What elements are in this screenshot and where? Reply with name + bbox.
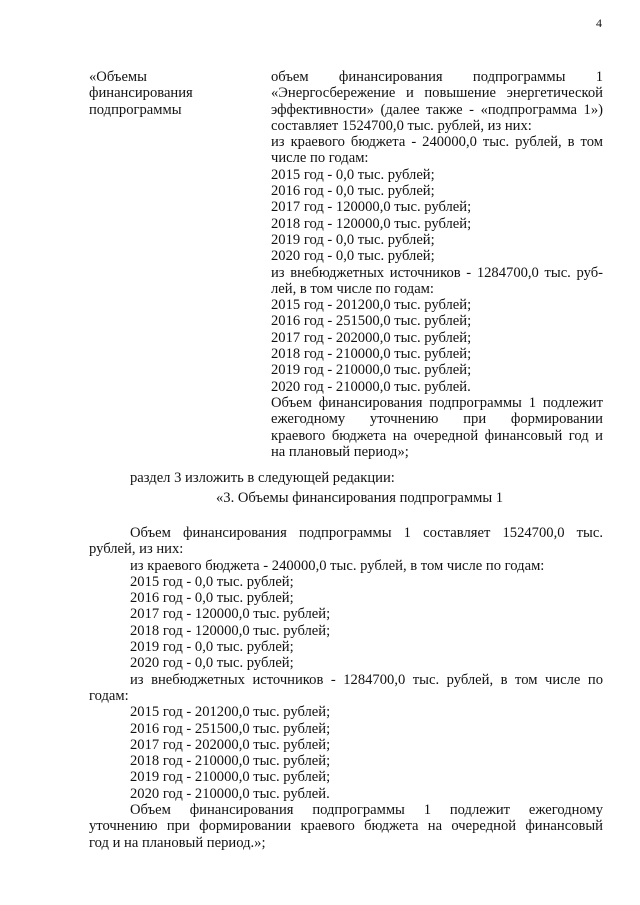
regional-year-item: 2019 год - 0,0 тыс. рублей; bbox=[130, 639, 294, 656]
passport-value-line: 2015 год - 201200,0 тыс. рублей; bbox=[271, 297, 472, 314]
passport-value-line: 2017 год - 202000,0 тыс. рублей; bbox=[271, 329, 472, 346]
passport-value-line: 2018 год - 120000,0 тыс. рублей; bbox=[271, 215, 472, 232]
regional-year-item: 2020 год - 0,0 тыс. рублей; bbox=[130, 655, 294, 672]
passport-label-line: подпрограммы bbox=[89, 101, 182, 118]
passport-value-line: 2020 год - 210000,0 тыс. рублей. bbox=[271, 378, 471, 395]
extra-year-item: 2017 год - 202000,0 тыс. рублей; bbox=[130, 736, 331, 753]
regional-year-item: 2018 год - 120000,0 тыс. рублей; bbox=[130, 622, 331, 639]
section-paragraph-line: рублей, из них: bbox=[89, 541, 184, 558]
passport-value-line: числе по годам: bbox=[271, 150, 369, 167]
extra-year-item: 2018 год - 210000,0 тыс. рублей; bbox=[130, 753, 331, 770]
regional-intro: из краевого бюджета - 240000,0 тыс. рублей, в том числе по годам: bbox=[130, 557, 545, 574]
passport-label bbox=[89, 69, 259, 118]
final-paragraph-line: год и на плановый период.»; bbox=[89, 834, 266, 851]
passport-value-line: 2016 год - 0,0 тыс. рублей; bbox=[271, 183, 435, 200]
passport-value-line: составляет 1524700,0 тыс. рублей, из них: bbox=[271, 117, 532, 134]
page-number: 4 bbox=[596, 16, 602, 30]
passport-value-line: из краевого бюджета - 240000,0 тыс. рублей, в том bbox=[271, 134, 603, 151]
passport-value-line: на плановый период»; bbox=[271, 443, 409, 460]
final-paragraph-line: уточнению при формировании краевого бюджета на очередной финансовый bbox=[89, 818, 603, 835]
passport-value-line: эффективности» (далее также - «подпрограмма 1») bbox=[271, 101, 603, 118]
regional-year-item: 2016 год - 0,0 тыс. рублей; bbox=[130, 590, 294, 607]
passport-label-line: «Объемы bbox=[89, 69, 147, 85]
regional-year-item: 2017 год - 120000,0 тыс. рублей; bbox=[130, 606, 331, 623]
passport-label-line: финансирования bbox=[89, 85, 193, 102]
passport-value-line: из внебюджетных источников - 1284700,0 тыс. руб- bbox=[271, 264, 603, 281]
extra-year-item: 2015 год - 201200,0 тыс. рублей; bbox=[130, 704, 331, 721]
section-title-line: «3. Объемы финансирования подпрограммы 1 bbox=[216, 490, 504, 506]
passport-value-line: 2020 год - 0,0 тыс. рублей; bbox=[271, 248, 435, 265]
extra-intro-line: годам: bbox=[89, 687, 129, 704]
extra-year-item: 2016 год - 251500,0 тыс. рублей; bbox=[130, 720, 331, 737]
passport-value-line: 2016 год - 251500,0 тыс. рублей; bbox=[271, 313, 472, 330]
extra-year-item: 2019 год - 210000,0 тыс. рублей; bbox=[130, 769, 331, 786]
passport-value-line: 2019 год - 210000,0 тыс. рублей; bbox=[271, 362, 472, 379]
instruction-line: раздел 3 изложить в следующей редакции: bbox=[130, 470, 395, 486]
passport-value-line: 2018 год - 210000,0 тыс. рублей; bbox=[271, 346, 472, 363]
regional-year-item: 2015 год - 0,0 тыс. рублей; bbox=[130, 573, 294, 590]
section-paragraph-line: Объем финансирования подпрограммы 1 составляет 1524700,0 тыс. bbox=[130, 525, 603, 541]
final-paragraph-line: Объем финансирования подпрограммы 1 подлежит ежегодному bbox=[130, 802, 603, 819]
passport-value-line: лей, в том числе по годам: bbox=[271, 280, 434, 297]
passport-value-line: краевого бюджета на очередной финансовый год и bbox=[271, 427, 603, 444]
passport-value-line: 2019 год - 0,0 тыс. рублей; bbox=[271, 231, 435, 248]
instruction-text bbox=[89, 470, 603, 486]
section-title bbox=[89, 490, 603, 506]
extra-year-item: 2020 год - 210000,0 тыс. рублей. bbox=[130, 785, 330, 802]
passport-value bbox=[271, 69, 603, 460]
passport-value-line: объем финансирования подпрограммы 1 bbox=[271, 69, 603, 85]
passport-value-line: Объем финансирования подпрограммы 1 подлежит bbox=[271, 394, 603, 411]
extra-intro-line: из внебюджетных источников - 1284700,0 тыс. рублей, в том числе по bbox=[130, 671, 603, 688]
passport-value-line: ежегодному уточнению при формировании bbox=[271, 411, 603, 428]
passport-value-line: «Энергосбережение и повышение энергетической bbox=[271, 85, 603, 102]
passport-value-line: 2015 год - 0,0 тыс. рублей; bbox=[271, 166, 435, 183]
passport-value-line: 2017 год - 120000,0 тыс. рублей; bbox=[271, 199, 472, 216]
section-body bbox=[89, 525, 603, 851]
